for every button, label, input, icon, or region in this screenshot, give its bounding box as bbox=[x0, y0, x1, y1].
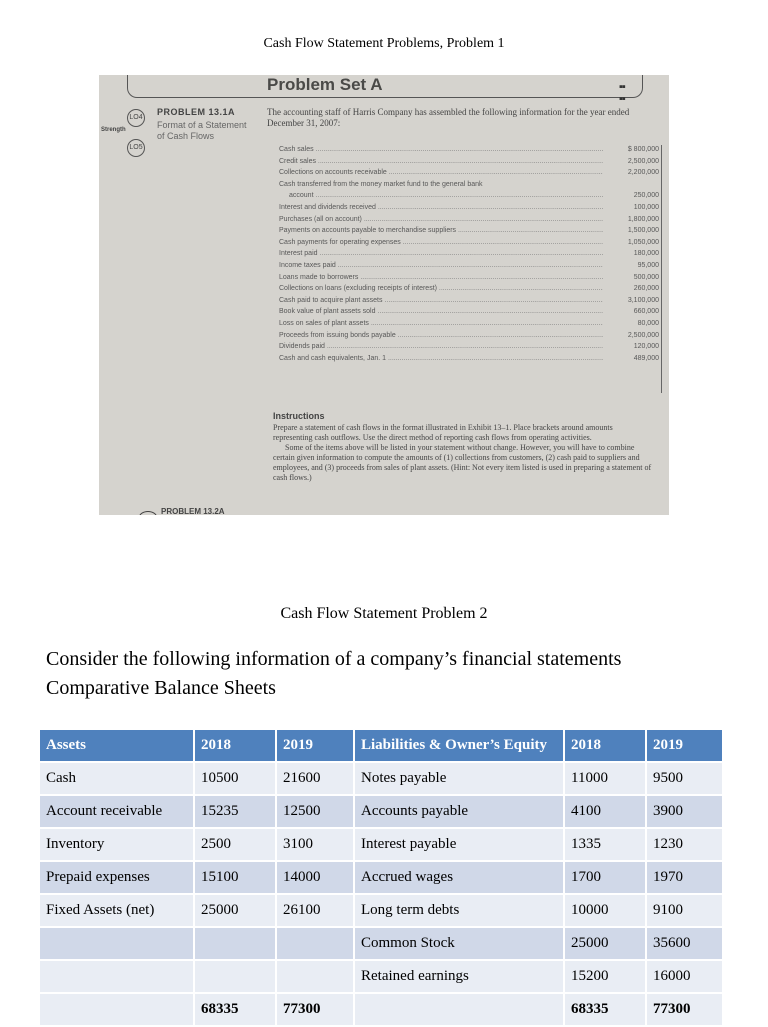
table-cell bbox=[40, 960, 194, 993]
problem-intro: The accounting staff of Harris Company has assembled the following information for the year ended December 31, 2007: bbox=[267, 107, 630, 128]
table-row bbox=[40, 894, 723, 927]
problem-item-value: 95,000 bbox=[637, 261, 659, 269]
problem-item-row bbox=[279, 353, 667, 365]
problem-item-row bbox=[279, 306, 667, 318]
problem-item-label: Collections on accounts receivable ..... bbox=[279, 167, 603, 179]
page-title-problem-1: Cash Flow Statement Problems, Problem 1 bbox=[263, 36, 505, 51]
problem-item-label: Income taxes paid ..... bbox=[279, 260, 603, 272]
problem-item-value: 660,000 bbox=[633, 308, 659, 316]
table-cell: 11000 bbox=[564, 762, 646, 795]
table-cell: 10000 bbox=[564, 894, 646, 927]
instructions-paragraph-2: Some of the items above will be listed in your statement without change. However, you will have to combine certain given information to compute the amounts of (1) collections from customers, (2) cash paid to suppliers and employees, and (3) proceeds from sales of plant assets. (Hint: Not every item listed is used in preparing a statement of cash flows.) bbox=[273, 443, 652, 482]
header-liabilities-equity: Liabilities & Owner’s Equity bbox=[354, 730, 564, 762]
description-line-2: Comparative Balance Sheets bbox=[46, 677, 276, 699]
problem-item-value: 260,000 bbox=[633, 285, 659, 293]
problem-item-row bbox=[279, 341, 667, 353]
problem-label: PROBLEM 13.1A bbox=[157, 107, 236, 117]
table-cell: Long term debts bbox=[354, 894, 564, 927]
problem-item-row bbox=[279, 167, 667, 179]
table-cell: 10500 bbox=[194, 762, 276, 795]
problem-item-value: 2,500,000 bbox=[627, 331, 659, 339]
total-cell: 68335 bbox=[194, 993, 276, 1026]
problem-item-row bbox=[279, 214, 667, 226]
table-cell: 21600 bbox=[276, 762, 354, 795]
problem-item-value: 250,000 bbox=[633, 192, 659, 200]
total-cell: 77300 bbox=[276, 993, 354, 1026]
table-cell: 12500 bbox=[276, 795, 354, 828]
table-cell: 25000 bbox=[564, 927, 646, 960]
next-problem-label: PROBLEM 13.2A bbox=[161, 507, 225, 515]
problem-item-value: 489,000 bbox=[633, 354, 659, 362]
problem-item-row bbox=[279, 144, 667, 156]
problem-item-row bbox=[279, 179, 667, 191]
problem-item-label: Loans made to borrowers ..... bbox=[279, 272, 603, 284]
table-cell: Inventory bbox=[40, 828, 194, 861]
total-cell: 68335 bbox=[564, 993, 646, 1026]
table-row bbox=[40, 861, 723, 894]
table-cell: 35600 bbox=[646, 927, 723, 960]
table-cell bbox=[276, 927, 354, 960]
problem-item-label: Cash payments for operating expenses ..... bbox=[279, 237, 603, 249]
table-cell: Retained earnings bbox=[354, 960, 564, 993]
learning-objective-icon: LO5 bbox=[127, 139, 145, 157]
table-header-row bbox=[40, 730, 723, 762]
table-cell: 4100 bbox=[564, 795, 646, 828]
table-cell: 15235 bbox=[194, 795, 276, 828]
problem-items-list bbox=[279, 144, 667, 364]
problem-item-value bbox=[603, 179, 667, 191]
table-row bbox=[40, 960, 723, 993]
problem-item-label: Credit sales ..... bbox=[279, 156, 603, 168]
problem-item-value: 1,800,000 bbox=[627, 215, 659, 223]
table-cell: 3900 bbox=[646, 795, 723, 828]
problem-2-description bbox=[46, 645, 621, 703]
table-cell: Accrued wages bbox=[354, 861, 564, 894]
problem-item-label: Payments on accounts payable to merchandise suppliers ..... bbox=[279, 225, 603, 237]
table-cell: 1970 bbox=[646, 861, 723, 894]
problem-item-value: 100,000 bbox=[633, 203, 659, 211]
problem-item-label: Cash sales ..... bbox=[279, 144, 603, 156]
instructions-paragraph-1: Prepare a statement of cash flows in the format illustrated in Exhibit 13–1. Place brackets around amounts representing cash outflows. Use the direct method of reporting cash flows from operating activities. bbox=[273, 423, 613, 442]
total-cell: 77300 bbox=[646, 993, 723, 1026]
problem-item-label: Collections on loans (excluding receipts of interest) ..... bbox=[279, 283, 603, 295]
problem-item-label: Cash transferred from the money market fund to the general bank bbox=[279, 180, 483, 188]
table-cell: Notes payable bbox=[354, 762, 564, 795]
table-row bbox=[40, 762, 723, 795]
table-row bbox=[40, 795, 723, 828]
header-liabilities-2018: 2018 bbox=[564, 730, 646, 762]
problem-item-label: account ..... bbox=[279, 190, 603, 202]
problem-item-row bbox=[279, 260, 667, 272]
table-cell bbox=[194, 927, 276, 960]
table-cell: 15100 bbox=[194, 861, 276, 894]
problem-item-label: Cash paid to acquire plant assets ..... bbox=[279, 295, 603, 307]
header-assets-2018: 2018 bbox=[194, 730, 276, 762]
instructions-text bbox=[273, 423, 653, 483]
table-cell: Accounts payable bbox=[354, 795, 564, 828]
problem-item-value: 80,000 bbox=[637, 319, 659, 327]
problem-item-label: Cash and cash equivalents, Jan. 1 ..... bbox=[279, 353, 603, 365]
table-cell: Interest payable bbox=[354, 828, 564, 861]
table-cell: 9500 bbox=[646, 762, 723, 795]
next-problem-icon bbox=[139, 511, 157, 515]
table-cell: Cash bbox=[40, 762, 194, 795]
problem-item-value: $ 800,000 bbox=[627, 146, 659, 153]
header-assets-2019: 2019 bbox=[276, 730, 354, 762]
strength-label: Strength bbox=[101, 127, 126, 133]
problem-item-row bbox=[279, 330, 667, 342]
problem-item-value: 1,500,000 bbox=[627, 227, 659, 235]
problem-item-row bbox=[279, 225, 667, 237]
problem-item-value: 1,050,000 bbox=[627, 238, 659, 246]
problem-item-row bbox=[279, 283, 667, 295]
table-cell: 3100 bbox=[276, 828, 354, 861]
learning-objective-icon: LO4 bbox=[127, 109, 145, 127]
problem-item-value: 2,500,000 bbox=[627, 157, 659, 165]
problem-subtitle: Format of a Statement of Cash Flows bbox=[157, 120, 247, 141]
table-cell bbox=[194, 960, 276, 993]
problem-item-row bbox=[279, 248, 667, 260]
table-cell: 1230 bbox=[646, 828, 723, 861]
table-row bbox=[40, 828, 723, 861]
problem-item-value: 180,000 bbox=[633, 250, 659, 258]
problem-item-row bbox=[279, 272, 667, 284]
problem-item-value: 3,100,000 bbox=[627, 296, 659, 304]
table-cell: 14000 bbox=[276, 861, 354, 894]
table-cell: 15200 bbox=[564, 960, 646, 993]
table-cell: 25000 bbox=[194, 894, 276, 927]
problem-item-value: 2,200,000 bbox=[627, 169, 659, 177]
problem-item-label: Dividends paid ..... bbox=[279, 341, 603, 353]
problem-item-label: Interest and dividends received ..... bbox=[279, 202, 603, 214]
problem-item-label: Proceeds from issuing bonds payable ..... bbox=[279, 330, 603, 342]
total-cell bbox=[354, 993, 564, 1026]
problem-item-row bbox=[279, 237, 667, 249]
table-cell bbox=[276, 960, 354, 993]
table-cell: 2500 bbox=[194, 828, 276, 861]
instructions-heading: Instructions bbox=[273, 411, 325, 421]
total-cell bbox=[40, 993, 194, 1026]
table-cell: Prepaid expenses bbox=[40, 861, 194, 894]
scan-header-frame bbox=[127, 75, 643, 98]
problem-item-row bbox=[279, 190, 667, 202]
problem-item-value: 500,000 bbox=[633, 273, 659, 281]
page-title-problem-2: Cash Flow Statement Problem 2 bbox=[280, 605, 488, 622]
problem-item-value: 120,000 bbox=[633, 343, 659, 351]
table-cell: Account receivable bbox=[40, 795, 194, 828]
header-assets: Assets bbox=[40, 730, 194, 762]
problem-item-label: Interest paid ..... bbox=[279, 248, 603, 260]
problem-item-row bbox=[279, 295, 667, 307]
header-liabilities-2019: 2019 bbox=[646, 730, 723, 762]
problem-item-row bbox=[279, 202, 667, 214]
problem-item-label: Book value of plant assets sold ..... bbox=[279, 306, 603, 318]
scan-header-title: Problem Set A bbox=[267, 75, 383, 94]
table-row bbox=[40, 927, 723, 960]
problem-item-label: Loss on sales of plant assets ..... bbox=[279, 318, 603, 330]
description-line-1: Consider the following information of a company’s financial statements bbox=[46, 648, 622, 670]
table-cell: 1335 bbox=[564, 828, 646, 861]
problem-item-label: Purchases (all on account) ..... bbox=[279, 214, 603, 226]
balance-sheet-table bbox=[40, 730, 724, 1027]
table-cell bbox=[40, 927, 194, 960]
table-cell: 16000 bbox=[646, 960, 723, 993]
table-total-row bbox=[40, 993, 723, 1026]
table-cell: 1700 bbox=[564, 861, 646, 894]
table-cell: 26100 bbox=[276, 894, 354, 927]
scan-corner-marks-icon: ▪▪ ▪▪ bbox=[619, 81, 625, 105]
table-cell: Fixed Assets (net) bbox=[40, 894, 194, 927]
table-cell: 9100 bbox=[646, 894, 723, 927]
textbook-scan-image bbox=[99, 75, 669, 515]
problem-item-row bbox=[279, 156, 667, 168]
problem-item-row bbox=[279, 318, 667, 330]
table-cell: Common Stock bbox=[354, 927, 564, 960]
